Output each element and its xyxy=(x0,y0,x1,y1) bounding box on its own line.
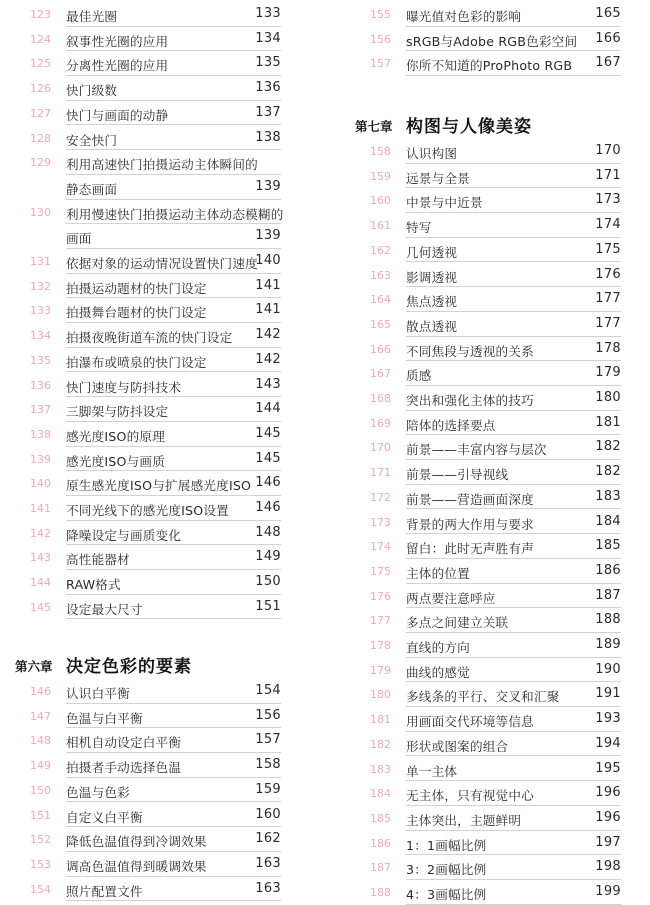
entry-title: 快门级数 xyxy=(66,83,118,99)
toc-entry[interactable] xyxy=(340,287,640,312)
entry-page-number: 196 xyxy=(595,785,621,801)
chapter-title: 构图与人像美姿 xyxy=(406,117,532,137)
entry-number: 141 xyxy=(30,502,51,515)
toc-entry[interactable] xyxy=(0,76,300,101)
entry-number: 129 xyxy=(30,156,51,170)
entry-page-number: 140 xyxy=(255,253,281,268)
entry-title: 主体的位置 xyxy=(406,565,470,581)
toc-entry[interactable] xyxy=(340,534,640,559)
entry-title: 直线的方向 xyxy=(406,640,470,655)
entry-page-number: 190 xyxy=(595,661,621,677)
entry-number: 185 xyxy=(370,811,391,825)
entry-number: 152 xyxy=(30,833,51,847)
toc-entry[interactable] xyxy=(0,397,300,422)
entry-title: 感光度ISO与画质 xyxy=(66,453,165,469)
entry-number: 171 xyxy=(370,466,391,480)
entry-title: 单一主体 xyxy=(406,763,458,779)
toc-entry[interactable] xyxy=(0,51,300,76)
entry-page-number: 189 xyxy=(595,637,621,652)
entry-number: 127 xyxy=(30,106,51,120)
toc-entry[interactable] xyxy=(340,559,640,584)
entry-number: 160 xyxy=(370,194,391,208)
entry-page-number: 144 xyxy=(255,401,281,417)
toc-entry[interactable] xyxy=(0,827,300,852)
toc-entry[interactable] xyxy=(340,2,640,27)
entry-title: 1：1画幅比例 xyxy=(406,837,487,853)
entry-page-number: 151 xyxy=(255,598,281,614)
toc-entry[interactable] xyxy=(340,682,640,707)
entry-number: 159 xyxy=(370,169,391,183)
chapter-label: 第六章 xyxy=(15,659,53,674)
entry-title: 多线条的平行、交叉和汇聚 xyxy=(406,689,560,705)
toc-entry[interactable] xyxy=(0,101,300,126)
toc-entry[interactable] xyxy=(340,510,640,535)
entry-number: 183 xyxy=(370,762,391,776)
entry-page-number: 171 xyxy=(595,167,621,183)
entry-title: 曲线的感觉 xyxy=(406,664,470,680)
entry-number: 188 xyxy=(370,886,391,899)
entry-title: 色温与白平衡 xyxy=(66,710,143,726)
entry-number: 158 xyxy=(370,145,391,158)
entry-number: 154 xyxy=(30,882,51,896)
entry-number: 136 xyxy=(30,378,51,392)
entry-page-number: 195 xyxy=(595,760,621,776)
entry-title: 多点之间建立关联 xyxy=(406,615,509,631)
entry-page-number: 145 xyxy=(255,450,281,466)
entry-title: 拍摄舞台题材的快门设定 xyxy=(66,305,207,321)
entry-number: 135 xyxy=(30,353,51,367)
entry-page-number: 146 xyxy=(255,500,281,515)
entry-number: 161 xyxy=(370,219,391,233)
entry-title: 中景与中近景 xyxy=(406,195,483,211)
entry-title: 三脚架与防抖设定 xyxy=(66,404,169,420)
entry-page-number: 186 xyxy=(595,562,621,578)
entry-number: 176 xyxy=(370,589,391,603)
entry-page-number: 177 xyxy=(595,291,621,307)
entry-number: 153 xyxy=(30,857,51,871)
toc-entry[interactable] xyxy=(340,27,640,52)
toc-entry[interactable] xyxy=(0,27,300,52)
entry-page-number: 179 xyxy=(595,365,621,381)
toc-entry[interactable] xyxy=(340,658,640,683)
entry-number: 165 xyxy=(370,317,391,331)
entry-page-number: 188 xyxy=(595,612,621,628)
toc-entry[interactable] xyxy=(0,545,300,570)
entry-page-number: 146 xyxy=(255,475,281,491)
entry-page-number: 176 xyxy=(595,266,621,282)
toc-entry[interactable] xyxy=(0,728,300,753)
entry-title: 质感 xyxy=(406,368,432,384)
entry-title: 影调透视 xyxy=(406,269,458,285)
entry-number: 181 xyxy=(370,713,391,727)
entry-number: 166 xyxy=(370,342,391,356)
toc-entry[interactable] xyxy=(340,806,640,831)
toc-entry[interactable] xyxy=(340,880,640,905)
entry-title: 4：3画幅比例 xyxy=(406,887,487,902)
entry-title: sRGB与Adobe RGB色彩空间 xyxy=(406,33,578,49)
entry-page-number: 182 xyxy=(595,464,621,480)
toc-entry[interactable] xyxy=(0,348,300,373)
entry-number: 151 xyxy=(30,808,51,822)
entry-page-number: 158 xyxy=(255,757,281,773)
entry-page-number: 193 xyxy=(595,711,621,727)
toc-entry[interactable] xyxy=(340,411,640,436)
entry-page-number: 145 xyxy=(255,425,281,441)
entry-number: 139 xyxy=(30,452,51,466)
entry-page-number: 185 xyxy=(595,538,621,554)
entry-number: 172 xyxy=(370,490,391,504)
entry-number: 168 xyxy=(370,392,391,405)
entry-title: 依据对象的运动情况设置快门速度 xyxy=(66,256,258,271)
entry-title: 利用高速快门拍摄运动主体瞬间的 xyxy=(66,157,258,173)
entry-title: 设定最大尺寸 xyxy=(66,601,143,617)
entry-number: 184 xyxy=(370,787,391,801)
entry-title: 分离性光圈的应用 xyxy=(66,58,169,74)
entry-page-number: 187 xyxy=(595,587,621,603)
entry-number: 167 xyxy=(370,367,391,381)
toc-entry[interactable] xyxy=(340,707,640,732)
entry-page-number: 136 xyxy=(255,80,281,96)
entry-page-number: 143 xyxy=(255,376,281,392)
entry-title: 照片配置文件 xyxy=(66,883,143,899)
toc-entry[interactable] xyxy=(0,274,300,299)
toc-entry[interactable] xyxy=(340,213,640,238)
entry-title: 降噪设定与画质变化 xyxy=(66,527,182,543)
entry-page-number: 135 xyxy=(255,55,281,71)
toc-entry[interactable] xyxy=(340,188,640,213)
entry-page-number: 166 xyxy=(595,30,621,46)
entry-page-number: 142 xyxy=(255,351,281,367)
entry-title: 快门速度与防抖技术 xyxy=(66,379,182,395)
toc-entry[interactable] xyxy=(340,164,640,189)
toc-entry[interactable] xyxy=(0,877,300,902)
entry-title: 利用慢速快门拍摄运动主体动态模糊的 xyxy=(66,206,284,222)
entry-title: 突出和强化主体的技巧 xyxy=(406,393,534,408)
entry-number: 128 xyxy=(30,131,51,145)
entry-page-number: 157 xyxy=(255,732,281,748)
entry-page-number: 156 xyxy=(255,707,281,723)
toc-entry[interactable] xyxy=(340,757,640,782)
entry-title: 远景与全景 xyxy=(406,170,470,186)
entry-title: 画面 xyxy=(66,231,92,247)
entry-page-number: 199 xyxy=(595,884,621,899)
entry-number: 147 xyxy=(30,709,51,723)
entry-title: 感光度ISO的原理 xyxy=(66,428,165,444)
toc-entry[interactable] xyxy=(0,200,300,225)
toc-entry[interactable] xyxy=(0,521,300,546)
entry-page-number: 163 xyxy=(255,855,281,871)
entry-title: 前景——引导视线 xyxy=(406,467,509,483)
entry-page-number: 170 xyxy=(595,143,621,158)
entry-divider xyxy=(406,75,621,76)
entry-page-number: 174 xyxy=(595,217,621,233)
entry-title: 3：2画幅比例 xyxy=(406,862,487,878)
toc-entry[interactable] xyxy=(0,447,300,472)
entry-divider xyxy=(66,900,281,901)
entry-page-number: 160 xyxy=(255,806,281,822)
toc-entry[interactable] xyxy=(0,496,300,521)
entry-page-number: 178 xyxy=(595,340,621,356)
toc-entry[interactable] xyxy=(340,781,640,806)
entry-number: 133 xyxy=(30,304,51,318)
entry-title: 前景——营造画面深度 xyxy=(406,491,534,507)
entry-title: 色温与色彩 xyxy=(66,784,130,800)
entry-page-number: 133 xyxy=(255,6,281,21)
entry-number: 126 xyxy=(30,82,51,96)
entry-title: 散点透视 xyxy=(406,318,458,334)
entry-page-number: 183 xyxy=(595,488,621,504)
entry-page-number: 159 xyxy=(255,781,281,797)
toc-entry[interactable] xyxy=(340,485,640,510)
entry-title: 拍摄夜晚街道车流的快门设定 xyxy=(66,330,233,346)
entry-page-number: 173 xyxy=(595,192,621,208)
entry-number: 180 xyxy=(370,688,391,702)
toc-entry[interactable] xyxy=(0,298,300,323)
chapter-title: 决定色彩的要素 xyxy=(66,657,192,677)
entry-title: 不同光线下的感光度ISO设置 xyxy=(66,503,229,518)
entry-number: 150 xyxy=(30,783,51,797)
entry-number: 131 xyxy=(30,255,51,268)
toc-entry[interactable] xyxy=(340,831,640,856)
chapter-heading xyxy=(0,645,300,675)
entry-page-number: 137 xyxy=(255,104,281,120)
toc-entry[interactable] xyxy=(0,803,300,828)
entry-page-number: 198 xyxy=(595,859,621,875)
toc-entry[interactable] xyxy=(0,778,300,803)
entry-number: 186 xyxy=(370,836,391,850)
entry-page-number: 148 xyxy=(255,524,281,540)
entry-number: 125 xyxy=(30,57,51,71)
entry-number: 187 xyxy=(370,861,391,875)
entry-page-number: 165 xyxy=(595,6,621,21)
toc-entry[interactable] xyxy=(0,323,300,348)
entry-number: 144 xyxy=(30,576,51,590)
entry-title: 高性能器材 xyxy=(66,552,130,568)
chapter-heading xyxy=(340,105,640,135)
entry-title: 前景——丰富内容与层次 xyxy=(406,442,547,458)
entry-title: 安全快门 xyxy=(66,132,118,148)
chapter-label: 第七章 xyxy=(355,119,393,134)
entry-page-number: 149 xyxy=(255,549,281,565)
entry-number: 155 xyxy=(370,8,391,21)
toc-entry[interactable] xyxy=(340,584,640,609)
toc-entry[interactable] xyxy=(340,312,640,337)
entry-number: 138 xyxy=(30,427,51,441)
entry-title: 自定义白平衡 xyxy=(66,809,143,825)
toc-entry[interactable] xyxy=(0,126,300,151)
toc-entry[interactable] xyxy=(0,570,300,595)
toc-entry[interactable] xyxy=(0,753,300,778)
toc-entry[interactable] xyxy=(340,633,640,658)
entry-number: 157 xyxy=(370,57,391,71)
toc-entry[interactable] xyxy=(0,224,300,249)
entry-page-number: 162 xyxy=(255,831,281,847)
toc-entry[interactable] xyxy=(0,704,300,729)
entry-page-number: 150 xyxy=(255,574,281,590)
toc-entry[interactable] xyxy=(0,595,300,620)
toc-entry[interactable] xyxy=(0,422,300,447)
entry-page-number: 177 xyxy=(595,315,621,331)
entry-number: 132 xyxy=(30,279,51,293)
entry-title: 拍摄运动题材的快门设定 xyxy=(66,280,207,296)
entry-page-number: 184 xyxy=(595,513,621,529)
entry-number: 174 xyxy=(370,540,391,554)
entry-number: 130 xyxy=(30,205,51,219)
entry-page-number: 180 xyxy=(595,390,621,405)
entry-number: 182 xyxy=(370,737,391,751)
toc-entry[interactable] xyxy=(340,263,640,288)
entry-title: 降低色温值得到冷调效果 xyxy=(66,834,207,850)
entry-page-number: 139 xyxy=(255,178,281,194)
entry-number: 179 xyxy=(370,663,391,677)
entry-title: 曝光值对色彩的影响 xyxy=(406,9,522,24)
entry-title: 叙事性光圈的应用 xyxy=(66,33,169,49)
entry-title: 原生感光度ISO与扩展感光度ISO xyxy=(66,478,252,494)
entry-title: 静态画面 xyxy=(66,181,118,197)
entry-page-number: 194 xyxy=(595,735,621,751)
entry-title: 留白：此时无声胜有声 xyxy=(406,541,534,557)
entry-number: 164 xyxy=(370,293,391,307)
toc-entry[interactable] xyxy=(340,855,640,880)
entry-title: 陪体的选择要点 xyxy=(406,417,496,433)
entry-number: 140 xyxy=(30,477,51,491)
entry-divider xyxy=(66,618,281,619)
toc-entry[interactable] xyxy=(340,361,640,386)
entry-page-number: 196 xyxy=(595,809,621,825)
toc-entry[interactable] xyxy=(0,150,300,175)
entry-title: 调高色温值得到暖调效果 xyxy=(66,858,207,874)
entry-title: 认识白平衡 xyxy=(66,686,130,701)
toc-entry[interactable] xyxy=(0,373,300,398)
entry-number: 146 xyxy=(30,685,51,698)
entry-title: 背景的两大作用与要求 xyxy=(406,516,534,532)
entry-number: 145 xyxy=(30,600,51,614)
entry-title: RAW格式 xyxy=(66,577,121,593)
entry-page-number: 139 xyxy=(255,228,281,244)
entry-title: 两点要注意呼应 xyxy=(406,590,496,606)
entry-page-number: 138 xyxy=(255,129,281,145)
entry-number: 169 xyxy=(370,416,391,430)
toc-entry[interactable] xyxy=(340,386,640,411)
entry-title: 主体突出，主题鲜明 xyxy=(406,812,522,828)
entry-page-number: 197 xyxy=(595,834,621,850)
entry-page-number: 167 xyxy=(595,55,621,71)
entry-number: 143 xyxy=(30,551,51,565)
toc-entry[interactable] xyxy=(0,471,300,496)
toc-entry[interactable] xyxy=(340,732,640,757)
entry-title: 焦点透视 xyxy=(406,294,458,310)
entry-page-number: 141 xyxy=(255,277,281,293)
toc-entry[interactable] xyxy=(340,337,640,362)
entry-number: 134 xyxy=(30,329,51,343)
entry-title: 形状或图案的组合 xyxy=(406,738,509,754)
entry-page-number: 134 xyxy=(255,30,281,46)
entry-number: 170 xyxy=(370,441,391,455)
toc-entry[interactable] xyxy=(0,175,300,200)
toc-entry[interactable] xyxy=(340,435,640,460)
entry-page-number: 181 xyxy=(595,414,621,430)
entry-title: 最佳光圈 xyxy=(66,9,118,24)
entry-page-number: 142 xyxy=(255,327,281,343)
entry-number: 162 xyxy=(370,243,391,257)
toc-entry[interactable] xyxy=(0,679,300,704)
entry-page-number: 154 xyxy=(255,683,281,698)
entry-number: 149 xyxy=(30,759,51,773)
entry-title: 你所不知道的ProPhoto RGB xyxy=(406,58,573,74)
entry-number: 173 xyxy=(370,515,391,529)
entry-title: 特写 xyxy=(406,220,432,236)
entry-number: 137 xyxy=(30,403,51,417)
entry-number: 123 xyxy=(30,8,51,21)
entry-number: 142 xyxy=(30,526,51,540)
entry-title: 拍瀑布或喷泉的快门设定 xyxy=(66,354,207,370)
toc-entry[interactable] xyxy=(340,139,640,164)
toc-entry[interactable] xyxy=(0,2,300,27)
entry-number: 177 xyxy=(370,614,391,628)
entry-page-number: 175 xyxy=(595,241,621,257)
entry-page-number: 182 xyxy=(595,439,621,455)
toc-entry[interactable] xyxy=(0,852,300,877)
entry-title: 无主体，只有视觉中心 xyxy=(406,788,534,804)
entry-page-number: 163 xyxy=(255,880,281,896)
toc-entry[interactable] xyxy=(340,460,640,485)
entry-title: 几何透视 xyxy=(406,244,458,260)
toc-entry[interactable] xyxy=(340,238,640,263)
entry-page-number: 191 xyxy=(595,686,621,702)
entry-number: 156 xyxy=(370,32,391,46)
entry-number: 163 xyxy=(370,268,391,282)
toc-entry[interactable] xyxy=(0,249,300,274)
entry-number: 175 xyxy=(370,564,391,578)
entry-title: 相机自动设定白平衡 xyxy=(66,735,182,751)
toc-entry[interactable] xyxy=(340,51,640,76)
entry-title: 用画面交代环境等信息 xyxy=(406,714,534,730)
entry-number: 178 xyxy=(370,639,391,652)
entry-title: 认识构图 xyxy=(406,146,458,161)
toc-entry[interactable] xyxy=(340,608,640,633)
entry-number: 124 xyxy=(30,32,51,46)
entry-number: 148 xyxy=(30,734,51,748)
entry-page-number: 141 xyxy=(255,302,281,318)
entry-title: 快门与画面的动静 xyxy=(66,107,169,123)
entry-title: 不同焦段与透视的关系 xyxy=(406,343,534,359)
entry-title: 拍摄者手动选择色温 xyxy=(66,760,182,776)
